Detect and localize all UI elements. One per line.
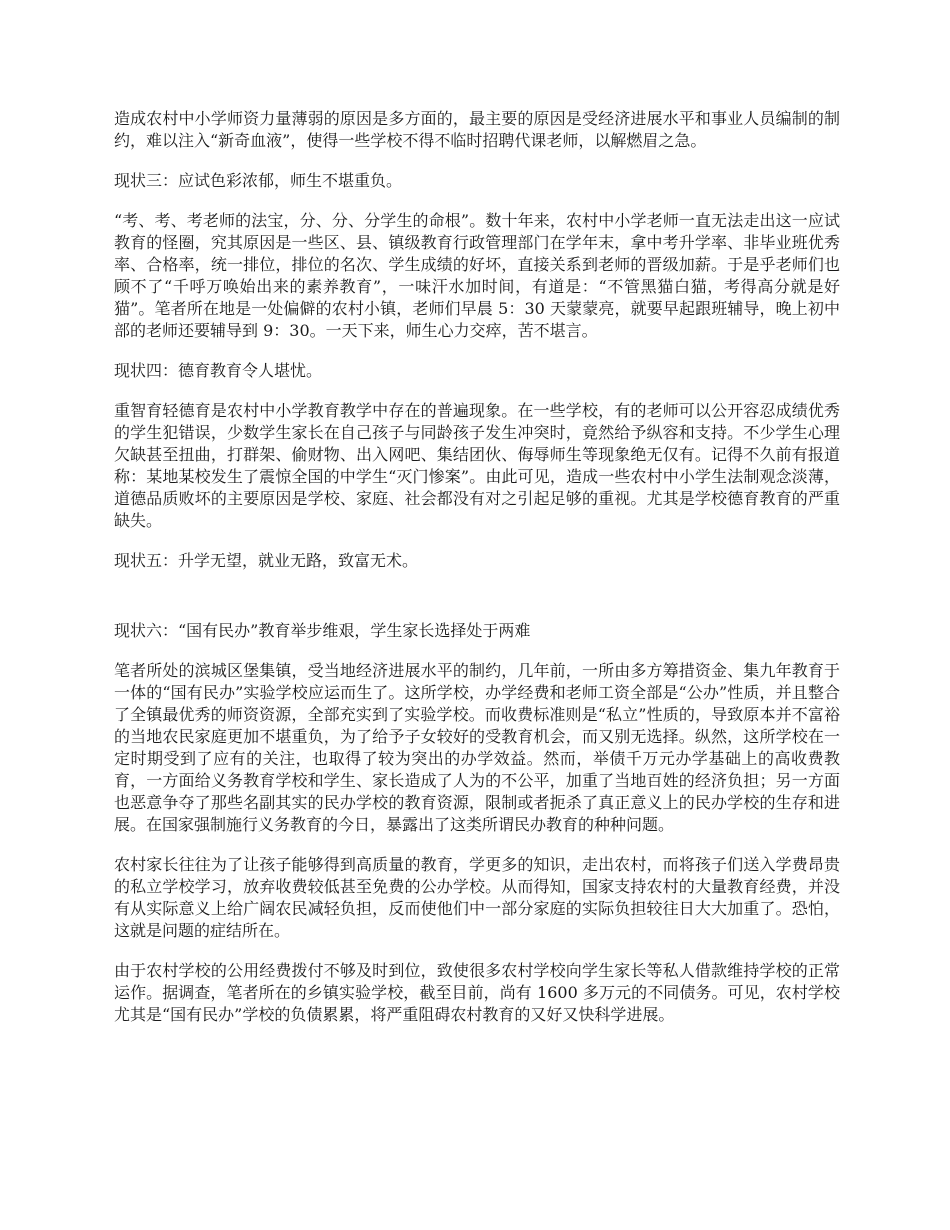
paragraph-school-debt: 由于农村学校的公用经费拨付不够及时到位，致使很多农村学校向学生家长等私人借款维持学校的正常运作。据调查，笔者所在的乡镇实验学校，截至目前，尚有 1600 多万元的不同债务。可见，农村学校尤其是“国有民办”学校的负债累累，将严重阻碍农村教育的又好又快科学进展。 — [114, 961, 840, 1024]
paragraph-parents-choice: 农村家长往往为了让孩子能够得到高质量的教育，学更多的知识，走出农村，而将孩子们送入学费昂贵的私立学校学习，放弃收费较低甚至免费的公办学校。从而得知，国家支持农村的大量教育经费，并没有从实际意义上给广阔农民减轻负担，反而使他们中一部分家庭的实际负担较往日大大加重了。恐怕，这就是问题的症结所在。 — [114, 855, 840, 940]
paragraph-moral-education: 重智育轻德育是农村中小学教育教学中存在的普遍现象。在一些学校，有的老师可以公开容忍成绩优秀的学生犯错误，少数学生家长在自己孩子与同龄孩子发生冲突时，竟然给予纵容和支持。不少学生心理欠缺甚至扭曲，打群架、偷财物、出入网吧、集结团伙、侮辱师生等现象绝无仅有。记得不久前有报道称：某地某校发生了震惊全国的中学生“灭门惨案”。由此可见，造成一些农村中小学生法制观念淡薄，道德品质败坏的主要原因是学校、家庭、社会都没有对之引起足够的重视。尤其是学校德育教育的严重缺失。 — [114, 401, 840, 530]
paragraph-causes: 造成农村中小学师资力量薄弱的原因是多方面的，最主要的原因是受经济进展水平和事业人员编制的制约，难以注入“新奇血液”，使得一些学校不得不临时招聘代课老师，以解燃眉之急。 — [114, 109, 840, 150]
paragraph-exam-oriented: “考、考、考老师的法宝，分、分、分学生的命根”。数十年来，农村中小学老师一直无法走出这一应试教育的怪圈，究其原因是一些区、县、镇级教育行政管理部门在学年末，拿中考升学率、非毕业班优秀率、合格率，统一排位，排位的名次、学生成绩的好坏，直接关系到老师的晋级加薪。于是乎老师们也顾不了“千呼万唤始出来的素养教育”，一味汗水加时间，有道是：“不管黑猫白猫，考得高分就是好猫”。笔者所在地是一处偏僻的农村小镇，老师们早晨 5：30 天蒙蒙亮，就要早起跟班辅导，晚上初中部的老师还要辅导到 9：30。一天下来，师生心力交瘁，苦不堪言。 — [114, 211, 840, 340]
section-gap — [114, 590, 840, 620]
heading-status-three: 现状三：应试色彩浓郁，师生不堪重负。 — [114, 171, 403, 190]
heading-status-six: 现状六：“国有民办”教育举步维艰，学生家长选择处于两难 — [114, 621, 531, 640]
heading-status-five: 现状五：升学无望，就业无路，致富无术。 — [114, 551, 419, 570]
document-body — [114, 108, 840, 1044]
paragraph-state-owned-private: 笔者所处的滨城区堡集镇，受当地经济进展水平的制约，几年前，一所由多方筹措资金、集九年教育于一体的“国有民办”实验学校应运而生了。这所学校，办学经费和老师工资全部是“公办”性质，并且整合了全镇最优秀的师资资源，全部充实到了实验学校。而收费标准则是“私立”性质的，导致原本并不富裕的当地农民家庭更加不堪重负，为了给予子女较好的受教育机会，而又别无选择。纵然，这所学校在一定时期受到了应有的关注，也取得了较为突出的办学效益。然而，举债千万元办学基础上的高收费教育，一方面给义务教育学校和学生、家长造成了人为的不公平，加重了当地百姓的经济负担；另一方面也恶意争夺了那些名副其实的民办学校的教育资源，限制或者扼杀了真正意义上的民办学校的生存和进展。在国家强制施行义务教育的今日，暴露出了这类所谓民办教育的种种问题。 — [114, 661, 840, 834]
heading-status-four: 现状四：德育教育令人堪忧。 — [114, 361, 323, 380]
